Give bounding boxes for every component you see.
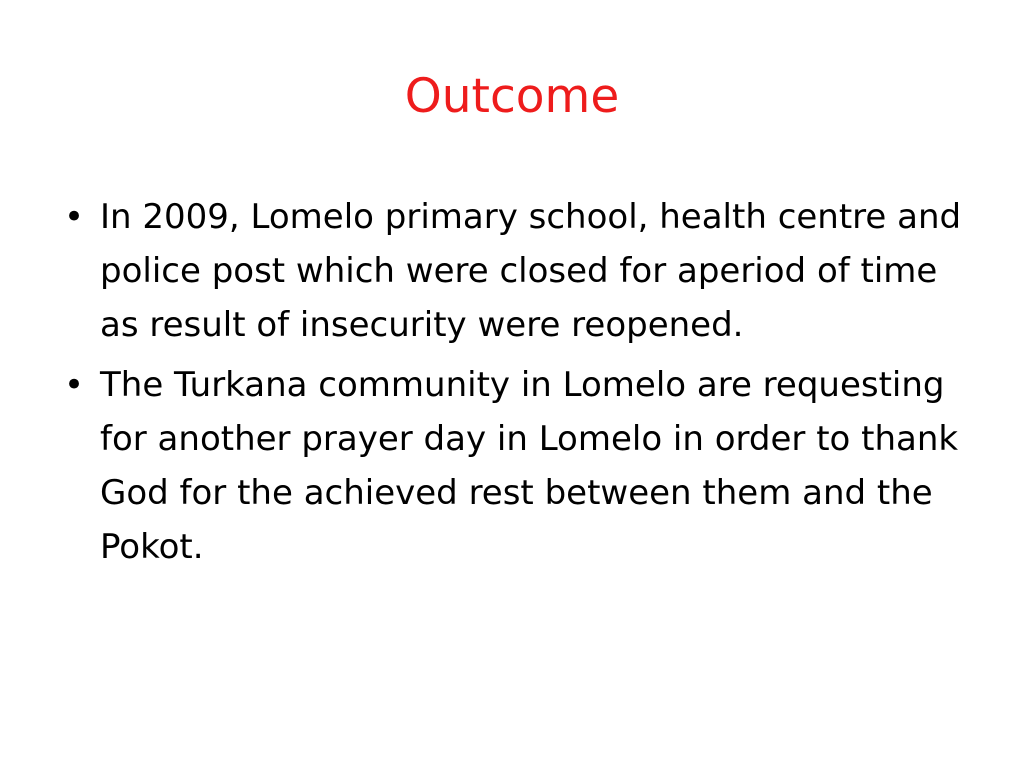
bullet-marker-icon: • [64, 365, 85, 405]
bullet-list [60, 190, 980, 580]
bullet-item [60, 358, 980, 574]
slide-title: Outcome [404, 69, 620, 124]
bullet-text: In 2009, Lomelo primary school, health centre and police post which were closed for aperiod of time as result of insecurity were reopened. [100, 197, 962, 345]
bullet-item [60, 190, 980, 352]
bullet-marker-icon: • [64, 197, 85, 237]
bullet-text: The Turkana community in Lomelo are requesting for another prayer day in Lomelo in order to thank God for the achieved rest between them and the Pokot. [100, 365, 959, 567]
